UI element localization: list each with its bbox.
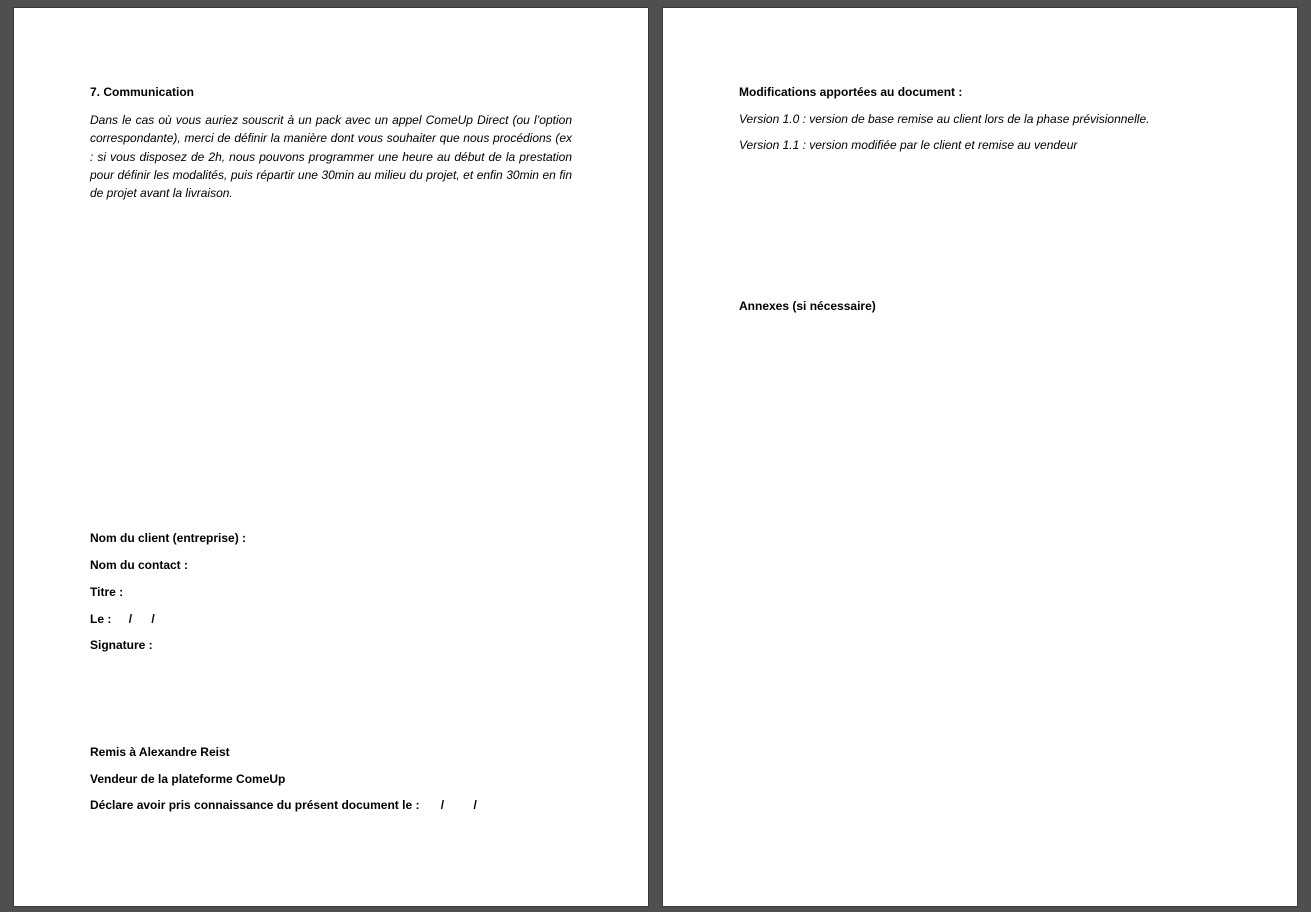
date-label: Le : [90, 612, 112, 626]
section-heading-communication: 7. Communication [90, 85, 195, 99]
date-field [90, 612, 155, 626]
version-entry: Version 1.0 : version de base remise au client lors de la phase prévisionnelle. [739, 112, 1150, 126]
date-separator: / [151, 612, 155, 626]
client-name-label: Nom du client (entreprise) : [90, 531, 247, 545]
version-entry: Version 1.1 : version modifiée par le client et remise au vendeur [739, 138, 1078, 152]
date-separator: / [128, 612, 133, 626]
document-page-1 [14, 8, 648, 906]
signature-label: Signature : [90, 638, 153, 652]
date-separator: / [473, 798, 477, 812]
communication-paragraph: Dans le cas où vous auriez souscrit à un pack avec un appel ComeUp Direct (ou l’option correspondante), merci de définir la manière dont vous souhaiter que nous procédions (ex : si vous disposez de 2h, nous pouvons programmer une heure au début de la prestation pour définir les modalités, puis répartir une 30min au milieu du projet, et enfin 30min en fin de projet avant la livraison. [90, 113, 572, 201]
modifications-heading: Modifications apportées au document : [739, 85, 963, 99]
title-label: Titre : [90, 585, 124, 599]
annexes-heading: Annexes (si nécessaire) [739, 299, 876, 313]
contact-name-label: Nom du contact : [90, 558, 188, 572]
remis-line: Remis à Alexandre Reist [90, 745, 230, 759]
document-page-2 [663, 8, 1297, 906]
declaration-label: Déclare avoir pris connaissance du présent document le : [90, 798, 420, 812]
vendor-line: Vendeur de la plateforme ComeUp [90, 772, 286, 786]
declaration-date-field [90, 798, 477, 812]
date-separator: / [440, 798, 445, 812]
